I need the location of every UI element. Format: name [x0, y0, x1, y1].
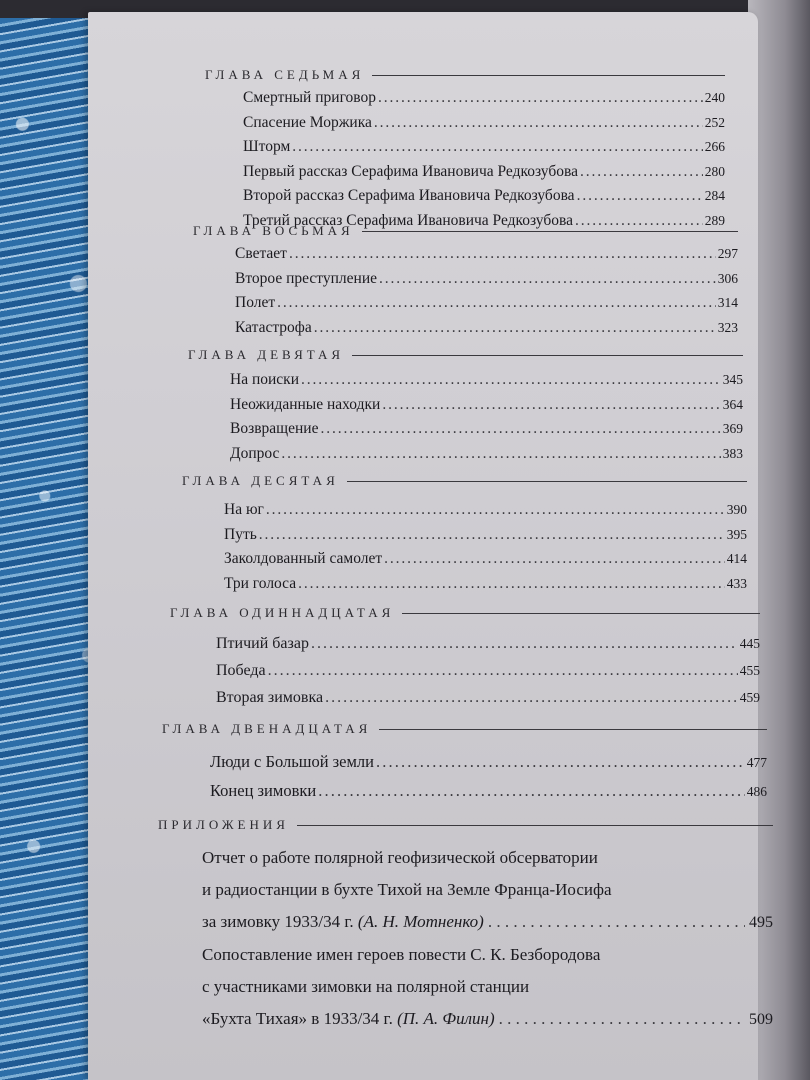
toc-entry[interactable]	[243, 135, 725, 160]
toc-entry[interactable]	[243, 184, 725, 209]
entry-title: Неожиданные находки	[230, 395, 381, 413]
toc-entry[interactable]	[216, 684, 760, 711]
entry-page: 459	[739, 690, 760, 705]
toc-entry[interactable]	[224, 498, 747, 523]
entry-title: Возвращение	[230, 420, 319, 437]
entry-title: Смертный приговор	[243, 89, 376, 106]
dot-leader	[320, 417, 720, 442]
entry-page: 306	[717, 270, 738, 286]
heading-rule	[372, 75, 725, 76]
entry-page: 240	[704, 90, 725, 105]
chapter-heading	[170, 604, 760, 622]
dot-leader	[289, 242, 716, 267]
dot-leader	[325, 684, 738, 711]
appendix-line: за зимовку 1933/34 г.	[202, 912, 354, 931]
entry-title: Второе преступление	[235, 269, 377, 287]
appendix-entry-last-line	[202, 906, 773, 939]
entry-page: 284	[704, 188, 725, 203]
dot-leader	[384, 547, 725, 572]
appendix-line: с участниками зимовки на полярной станции	[202, 977, 530, 996]
entry-title: Спасение Моржика	[243, 113, 372, 131]
chapter-heading	[188, 346, 743, 364]
dot-leader	[281, 442, 720, 467]
chapter-heading	[182, 472, 747, 490]
chapter-section	[193, 222, 738, 340]
entry-page: 297	[717, 246, 738, 261]
toc-entry[interactable]	[224, 572, 747, 597]
dot-leader	[268, 657, 738, 684]
dot-leader	[298, 572, 725, 597]
entry-title: Второй рассказ Серафима Ивановича Редкозубова	[243, 187, 575, 204]
dot-leader	[301, 368, 721, 393]
entry-title: Люди с Большой земли	[210, 752, 375, 771]
chapter-title: ГЛАВА ВОСЬМАЯ	[193, 223, 354, 238]
chapter-title: ГЛАВА СЕДЬМАЯ	[205, 67, 365, 82]
entry-page: 455	[739, 663, 760, 678]
entry-title: На поиски	[230, 371, 299, 388]
toc-entry[interactable]	[230, 393, 743, 418]
entry-title: Первый рассказ Серафима Ивановича Редкозубова	[243, 162, 578, 180]
appendix-title: ПРИЛОЖЕНИЯ	[158, 817, 289, 832]
dot-leader	[577, 184, 703, 209]
appendix-line: «Бухта Тихая» в 1933/34 г.	[202, 1009, 393, 1028]
dot-leader	[488, 906, 745, 938]
dot-leader	[277, 291, 716, 316]
toc-entry[interactable]	[210, 777, 767, 806]
toc-entry[interactable]	[230, 368, 743, 393]
chapter-heading	[205, 66, 725, 84]
heading-rule	[352, 355, 743, 356]
toc-entry[interactable]	[230, 442, 743, 467]
dot-leader	[311, 630, 738, 657]
toc-entry[interactable]	[235, 316, 738, 341]
chapter-title: ГЛАВА ДВЕНАДЦАТАЯ	[162, 721, 372, 736]
appendix-line: Сопоставление имен героев повести С. К. Безбородова	[202, 945, 601, 964]
dot-leader	[259, 523, 725, 548]
entry-page: 323	[717, 319, 738, 335]
entry-title: Три голоса	[224, 574, 297, 592]
entry-page: 414	[726, 551, 747, 566]
entry-title: Полет	[235, 294, 276, 311]
entry-title: Третий рассказ Серафима Ивановича Редкозубова	[243, 211, 573, 229]
chapter-section	[170, 604, 760, 711]
dot-leader	[580, 160, 703, 185]
chapter-section	[188, 346, 743, 466]
entry-title: Конец зимовки	[210, 781, 317, 800]
entry-title: Допрос	[230, 444, 280, 462]
entry-page: 383	[722, 445, 743, 461]
chapter-title: ГЛАВА ОДИННАДЦАТАЯ	[170, 605, 395, 620]
entry-title: Шторм	[243, 138, 291, 155]
entry-page: 364	[722, 396, 743, 412]
toc-entry[interactable]	[216, 657, 760, 684]
toc-entry[interactable]	[224, 547, 747, 572]
toc-entry[interactable]	[235, 242, 738, 267]
appendix-heading	[158, 816, 773, 834]
entry-page: 266	[704, 139, 725, 154]
entry-title: Катастрофа	[235, 318, 312, 336]
appendix-item[interactable]	[202, 939, 773, 1036]
appendix-line: и радиостанции в бухте Тихой на Земле Франца-Иосифа	[202, 880, 612, 899]
heading-rule	[362, 231, 738, 232]
chapter-title: ГЛАВА ДЕВЯТАЯ	[188, 347, 345, 362]
entry-page: 433	[726, 575, 747, 591]
entry-page: 345	[722, 372, 743, 387]
dot-leader	[292, 135, 702, 160]
entry-title: Победа	[216, 662, 266, 679]
appendix-item[interactable]	[202, 842, 773, 939]
entry-page: 390	[726, 502, 747, 517]
toc-entry[interactable]	[243, 86, 725, 111]
dot-leader	[314, 316, 716, 341]
entry-page: 280	[704, 163, 725, 179]
dot-leader	[379, 267, 716, 292]
entry-title: Путь	[224, 525, 257, 543]
dot-leader	[499, 1003, 745, 1035]
entry-page: 445	[739, 636, 760, 651]
entry-title: Заколдованный самолет	[224, 550, 383, 567]
entry-page: 509	[749, 1011, 773, 1028]
entry-title: Птичий базар	[216, 635, 309, 652]
appendix-entry-last-line	[202, 1003, 773, 1036]
entry-page: 495	[749, 914, 773, 931]
toc-entry[interactable]	[224, 523, 747, 548]
entry-page: 289	[704, 212, 725, 228]
toc-entry[interactable]	[243, 160, 725, 185]
entry-page: 252	[704, 114, 725, 130]
heading-rule	[402, 613, 760, 614]
entry-page: 369	[722, 421, 743, 436]
heading-rule	[347, 481, 747, 482]
heading-rule	[297, 825, 773, 826]
entry-title: Светает	[235, 245, 287, 262]
appendix-section	[158, 816, 773, 1036]
toc-entry[interactable]	[235, 291, 738, 316]
chapter-heading	[162, 720, 767, 738]
entry-page: 314	[717, 295, 738, 310]
appendix-author: (А. Н. Мотненко)	[357, 912, 484, 931]
entry-title: На юг	[224, 501, 264, 518]
toc-entry[interactable]	[243, 111, 725, 136]
entry-page: 395	[726, 526, 747, 542]
toc-entry[interactable]	[230, 417, 743, 442]
appendix-author: (П. А. Филин)	[397, 1009, 495, 1028]
chapter-heading	[193, 222, 738, 240]
heading-rule	[379, 729, 767, 730]
chapter-section	[182, 472, 747, 596]
dot-leader	[374, 111, 703, 136]
dot-leader	[266, 498, 725, 523]
entry-page: 477	[746, 755, 767, 770]
appendix-line: Отчет о работе полярной геофизической обсерватории	[202, 848, 598, 867]
dot-leader	[318, 777, 745, 805]
dot-leader	[378, 86, 703, 111]
entry-title: Вторая зимовка	[216, 689, 324, 706]
dot-leader	[382, 393, 720, 418]
toc-entry[interactable]	[235, 267, 738, 292]
chapter-section	[162, 720, 767, 806]
chapter-section	[205, 66, 725, 233]
entry-page: 486	[746, 784, 767, 799]
toc-entry[interactable]	[216, 630, 760, 657]
toc-entry[interactable]	[210, 748, 767, 777]
chapter-title: ГЛАВА ДЕСЯТАЯ	[182, 473, 339, 488]
dot-leader	[376, 748, 745, 776]
